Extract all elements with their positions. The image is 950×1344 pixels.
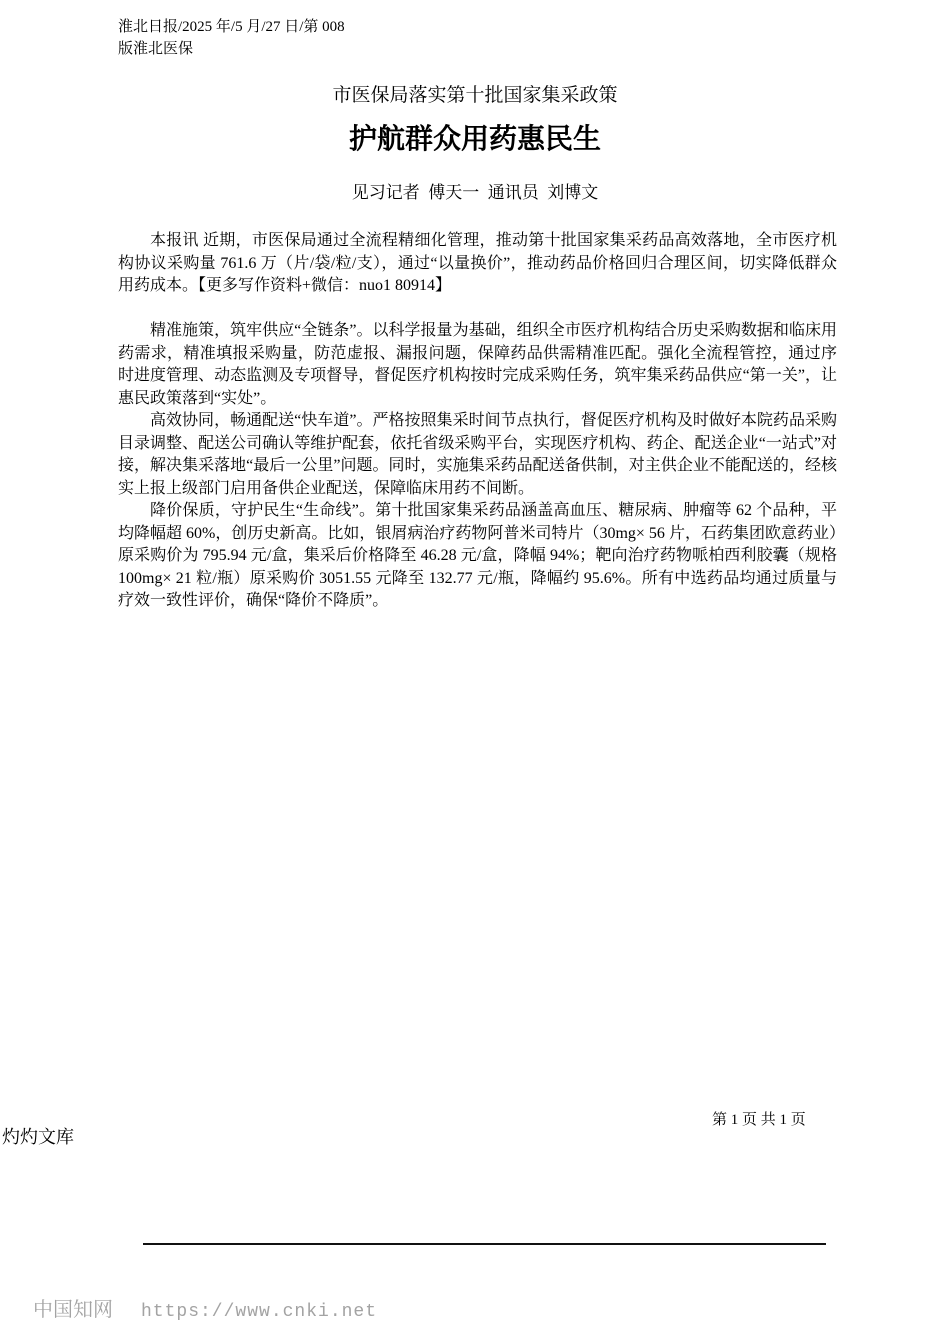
library-watermark: 灼灼文库 xyxy=(2,1127,74,1147)
cnki-watermark xyxy=(33,1293,377,1322)
cnki-brand: 中国知网 xyxy=(33,1299,113,1321)
article-paragraph-1: 本报讯 近期，市医保局通过全流程精细化管理，推动第十批国家集采药品高效落地，全市医疗机构协议采购量 761.6 万（片/袋/粒/支），通过“以量换价”，推动药品价格回归合理区间，切实降低群众用药成本。【更多写作资料+微信：nuo1 80914】 xyxy=(118,232,837,294)
article-title: 护航群众用药惠民生 xyxy=(348,124,601,155)
source-line-2: 版淮北医保 xyxy=(118,41,194,57)
article-supertitle: 市医保局落实第十批国家集采政策 xyxy=(332,85,618,106)
article-paragraph-2: 精准施策，筑牢供应“全链条”。以科学报量为基础，组织全市医疗机构结合历史采购数据和临床用药需求，精准填报采购量，防范虚报、漏报问题，保障药品供需精准匹配。强化全流程管控，通过序时进度管理、动态监测及专项督导，督促医疗机构按时完成采购任务，筑牢集采药品供应“第一关”，让惠民政策落到“实处”。 xyxy=(118,322,837,407)
footer-divider xyxy=(143,1243,826,1245)
source-header xyxy=(118,16,538,60)
page-indicator: 第 1 页 共 1 页 xyxy=(712,1112,806,1128)
article-paragraph-4: 降价保质，守护民生“生命线”。第十批国家集采药品涵盖高血压、糖尿病、肿瘤等 62 个品种，平均降幅超 60%，创历史新高。比如，银屑病治疗药物阿普米司特片（30mg× 56 片，石药集团欧意药业）原采购价为 795.94 元/盒，集采后价格降至 46.28 元/盒，降幅 94%；靶向治疗药物哌柏西利胶囊（规格 100mg× 21 粒/瓶）原采购价 3051.55 元降至 132.77 元/瓶，降幅约 95.6%。所有中选药品均通过质量与疗效一致性评价，确保“降价不降质”。 xyxy=(118,502,837,609)
article-byline: 见习记者 傅天一 通讯员 刘博文 xyxy=(351,183,599,202)
cnki-url: https://www.cnki.net xyxy=(141,1302,378,1322)
article-body xyxy=(118,230,837,613)
article-paragraph-3: 高效协同，畅通配送“快车道”。严格按照集采时间节点执行，督促医疗机构及时做好本院药品采购目录调整、配送公司确认等维护配套，依托省级采购平台，实现医疗机构、药企、配送企业“一站式”对接，解决集采落地“最后一公里”问题。同时，实施集采药品配送备供制，对主供企业不能配送的，经核实上报上级部门启用备供企业配送，保障临床用药不间断。 xyxy=(118,412,837,497)
source-line-1: 淮北日报/2025 年/5 月/27 日/第 008 xyxy=(118,19,345,35)
